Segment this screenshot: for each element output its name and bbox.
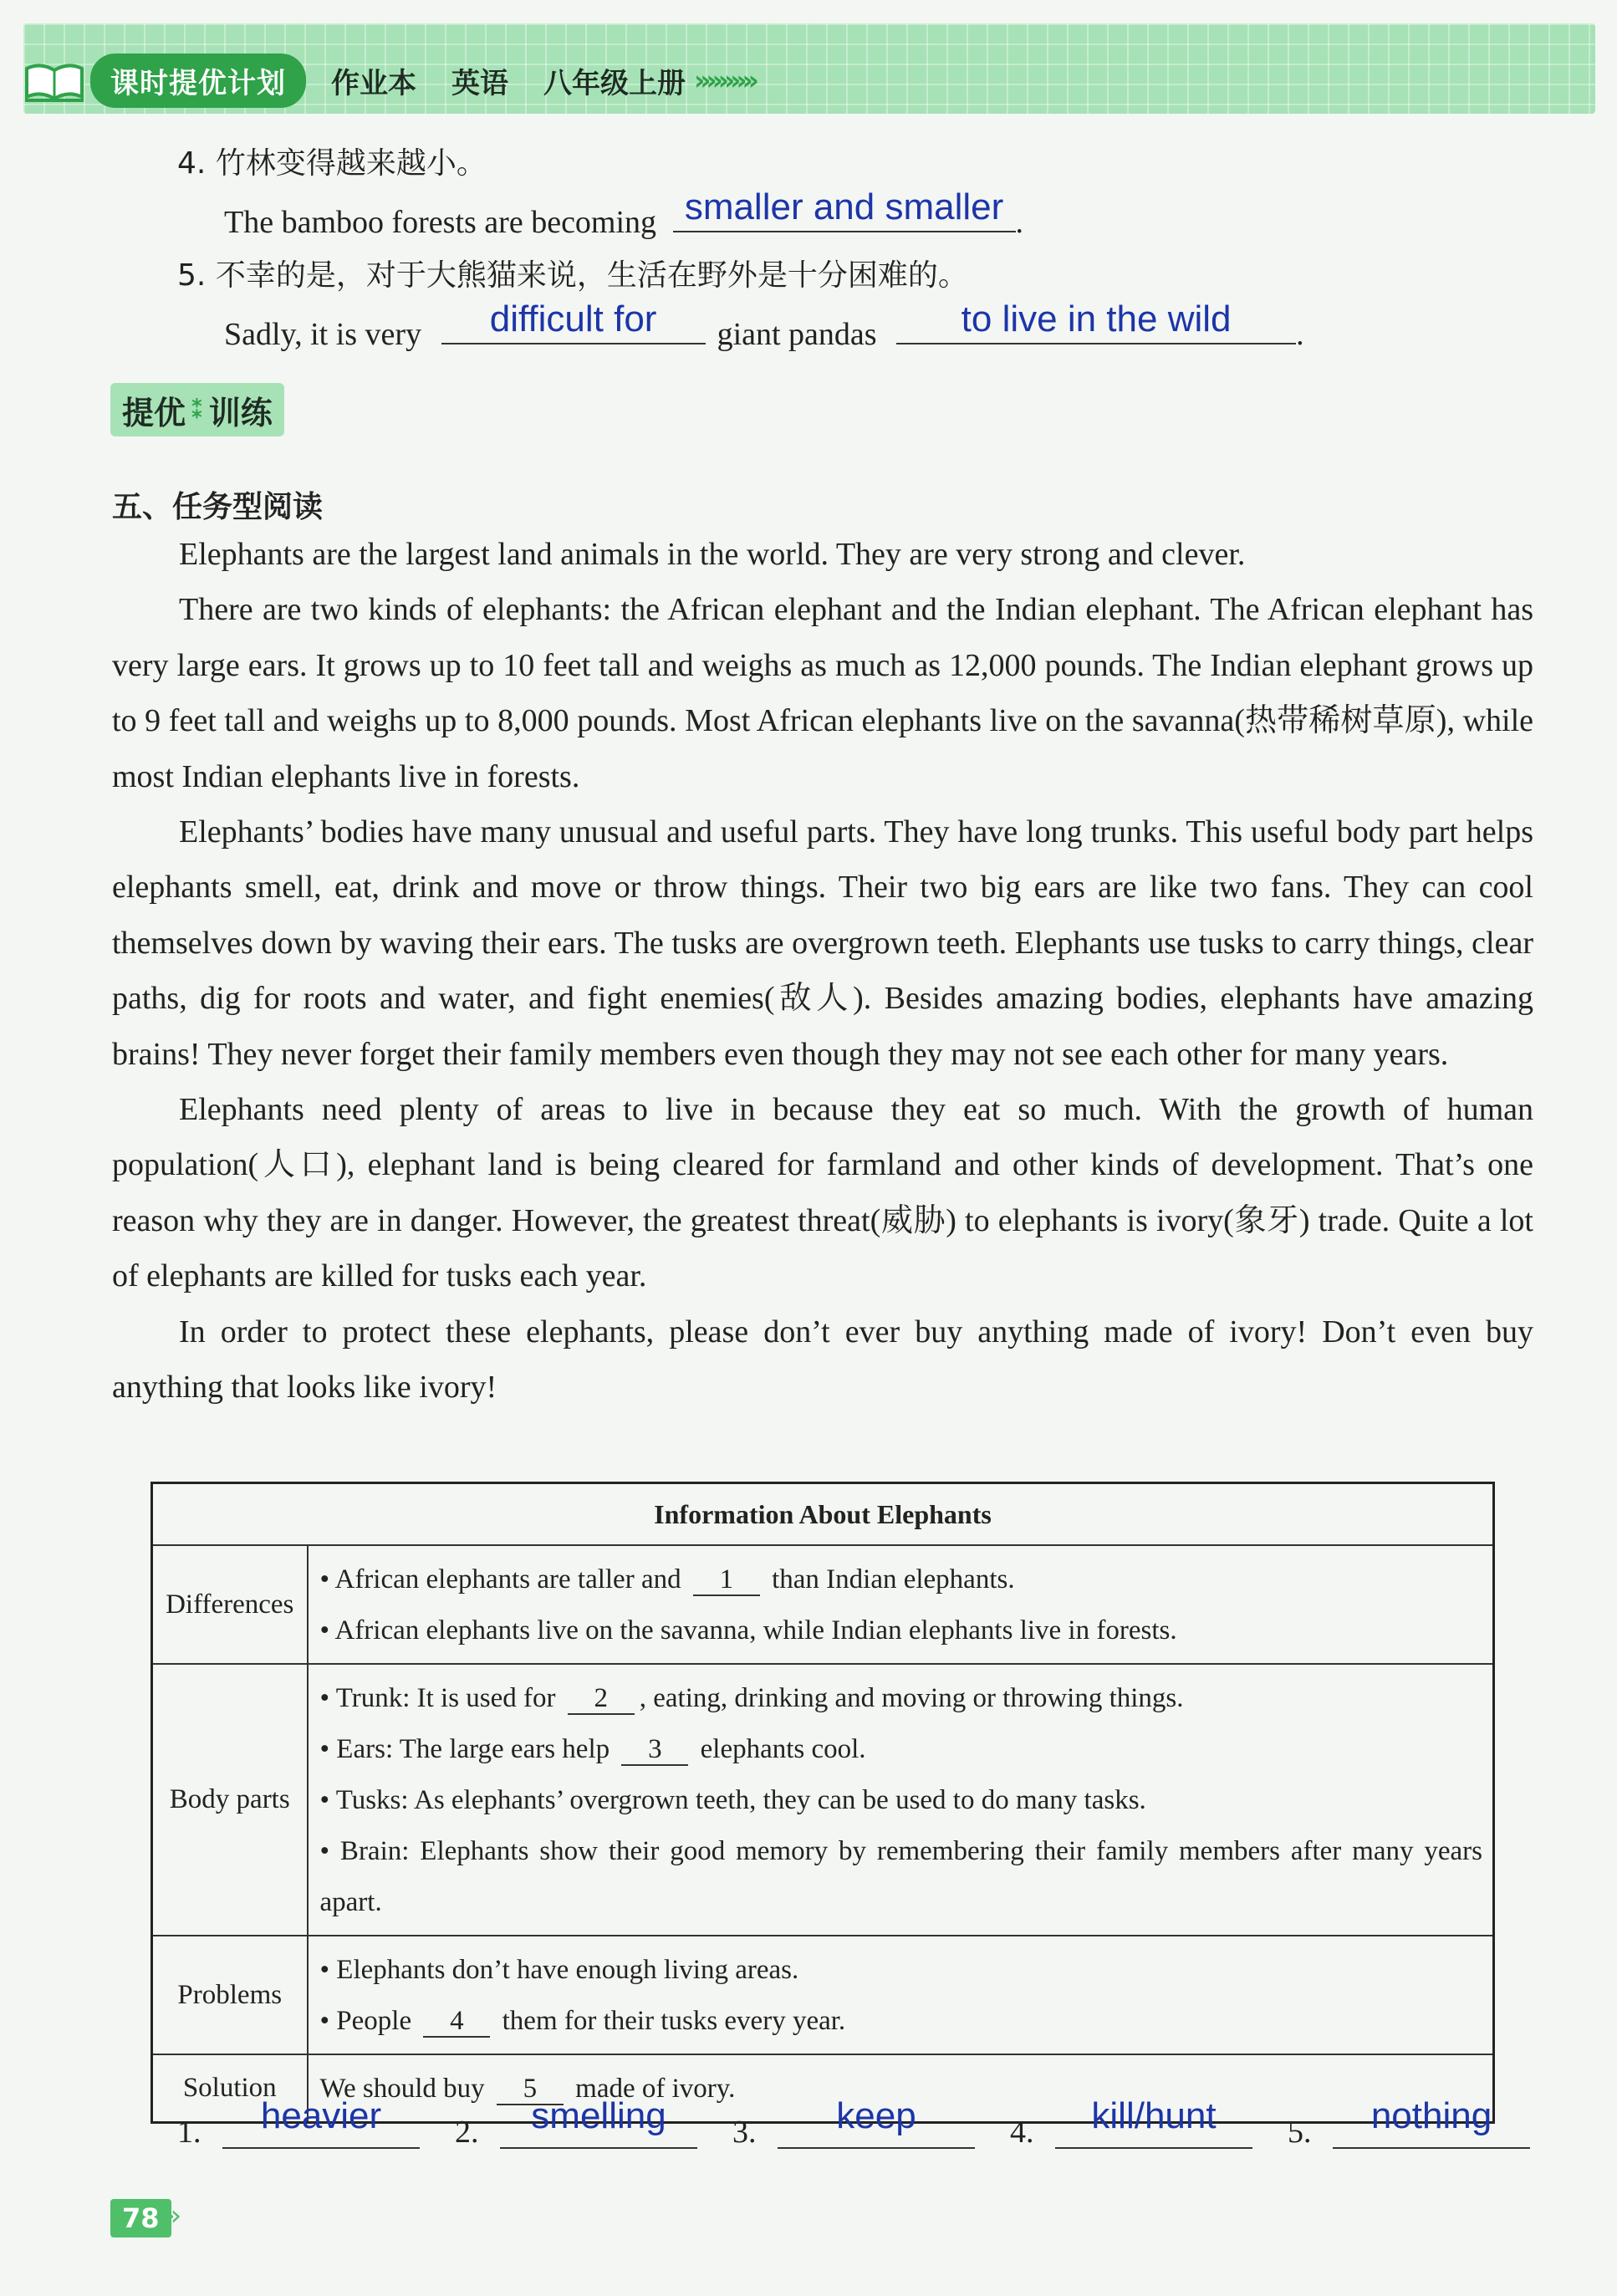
category-cell: Problems	[152, 1936, 308, 2054]
item-text: • African elephants are taller and	[319, 1564, 681, 1594]
items-cell	[308, 1664, 1494, 1936]
page-number: 78	[110, 2199, 171, 2237]
english-suffix: .	[1296, 317, 1304, 352]
table-item: • Brain: Elephants show their good memory by remembering their family members after many years apart.	[319, 1836, 1482, 1917]
item-text: • Trunk: It is used for	[319, 1683, 556, 1713]
passage-paragraph: Elephants are the largest land animals in the world. They are very strong and clever.	[179, 537, 1246, 572]
item-number: 4.	[177, 146, 207, 181]
answer-blank	[500, 2089, 697, 2149]
handwritten-answer: smaller and smaller	[684, 186, 1004, 227]
grade: 八年级上册	[543, 66, 686, 100]
answer-number: 3.	[732, 2115, 757, 2150]
header-info	[331, 60, 789, 101]
section-label-left: 提优	[122, 394, 186, 431]
english-suffix: .	[1015, 205, 1024, 240]
handwritten-answer: to live in the wild	[961, 298, 1232, 339]
numbered-blank: 4	[423, 2006, 490, 2038]
item-text: than Indian elephants.	[772, 1564, 1015, 1594]
handwritten-answer: difficult for	[489, 298, 657, 339]
table-title: Information About Elephants	[152, 1483, 1494, 1546]
open-book-icon	[23, 57, 85, 104]
section-label	[110, 383, 284, 436]
numbered-blank: 2	[568, 1683, 635, 1715]
chevrons-right-icon: ››	[164, 2199, 177, 2232]
table-row-differences	[152, 1545, 1494, 1664]
numbered-blank: 1	[693, 1564, 760, 1596]
chevrons-right-icon: ››››››››››	[694, 64, 754, 96]
chinese-sentence: 不幸的是，对于大熊猫来说，生活在野外是十分困难的。	[215, 258, 968, 293]
category-cell: Solution	[152, 2054, 308, 2123]
answer-blank-1	[441, 298, 706, 344]
item-text: them for their tusks every year.	[502, 2006, 846, 2036]
separator-icon: ⁑	[191, 395, 204, 425]
translation-item-4-english	[224, 186, 1024, 240]
items-cell	[308, 1545, 1494, 1664]
handwritten-answer: smelling	[531, 2095, 666, 2136]
answer-blank	[673, 186, 1016, 232]
answer-blank	[1333, 2089, 1530, 2149]
english-prefix: Sadly, it is very	[224, 317, 422, 352]
translation-item-5-english	[224, 298, 1304, 352]
table-row-problems	[152, 1936, 1494, 2054]
passage-paragraph: Elephants’ bodies have many unusual and useful parts. They have long trunks. This useful body part helps elephants smell, eat, drink and move or throw things. Their two big ears are like two fans. They can cool themselves down by waving their ears. The tusks are overgrown teeth. Elephants use tusks to carry things, clear paths, dig for roots and water, and fight enemies(敌人). Besides amazing bodies, elephants have amazing brains! They never forget their family members even though they may not see each other for many years.	[112, 814, 1533, 1072]
table-item: • Elephants don’t have enough living areas.	[319, 1955, 799, 1985]
english-middle: giant pandas	[717, 317, 877, 352]
subject: 英语	[451, 66, 508, 100]
table-row-body-parts	[152, 1664, 1494, 1936]
answer-blank	[222, 2089, 420, 2149]
task-heading: 五、任务型阅读	[112, 490, 324, 524]
handwritten-answer: keep	[836, 2095, 916, 2136]
answer-row	[177, 2092, 1532, 2151]
table-item: • Tusks: As elephants’ overgrown teeth, they can be used to do many tasks.	[319, 1785, 1146, 1815]
book-type: 作业本	[331, 66, 416, 100]
answer-blank	[1055, 2089, 1252, 2149]
reading-passage	[112, 527, 1533, 1416]
info-table	[150, 1482, 1495, 2124]
answer-blank-2	[896, 298, 1296, 344]
answer-number: 2.	[455, 2115, 479, 2150]
section-label-right: 训练	[208, 394, 273, 431]
series-title: 课时提优计划	[90, 54, 306, 108]
answer-number: 4.	[1010, 2115, 1034, 2150]
item-text: • Ears: The large ears help	[319, 1734, 610, 1764]
translation-item-4-chinese	[177, 146, 487, 181]
header-series	[23, 52, 789, 109]
table-item	[320, 1554, 1483, 1605]
table-item	[320, 1996, 1483, 2047]
chinese-sentence: 竹林变得越来越小。	[215, 146, 487, 181]
category-cell: Body parts	[152, 1664, 308, 1936]
table-item: • African elephants live on the savanna, while Indian elephants live in forests.	[319, 1615, 1177, 1645]
item-text: We should buy	[319, 2074, 485, 2104]
item-text: made of ivory.	[575, 2074, 736, 2104]
table-item	[320, 1724, 1483, 1775]
answer-blank	[778, 2089, 975, 2149]
item-number: 5.	[177, 258, 207, 293]
table-item	[320, 1673, 1483, 1724]
item-text: , eating, drinking and moving or throwing things.	[639, 1683, 1184, 1713]
translation-item-5-chinese	[177, 258, 968, 293]
handwritten-answer: heavier	[260, 2095, 382, 2136]
numbered-blank: 5	[497, 2074, 564, 2105]
items-cell	[308, 1936, 1494, 2054]
answer-number: 5.	[1288, 2115, 1312, 2150]
item-text: elephants cool.	[700, 1734, 866, 1764]
handwritten-answer: nothing	[1370, 2095, 1492, 2136]
answer-number: 1.	[177, 2115, 201, 2150]
passage-paragraph: There are two kinds of elephants: the African elephant and the Indian elephant. The African elephant has very large ears. It grows up to 10 feet tall and weighs as much as 12,000 pounds. The Indian elephant grows up to 9 feet tall and weighs up to 8,000 pounds. Most African elephants live on the savanna(热带稀树草原), while most Indian elephants live in forests.	[112, 592, 1533, 794]
passage-paragraph: In order to protect these elephants, please don’t ever buy anything made of ivory! Don’t even buy anything that looks like ivory!	[112, 1314, 1533, 1406]
passage-paragraph: Elephants need plenty of areas to live in because they eat so much. With the growth of human population(人口), elephant land is being cleared for farmland and other kinds of development. That’s one reason why they are in danger. However, the greatest threat(威胁) to elephants is ivory(象牙) trade. Quite a lot of elephants are killed for tusks each year.	[112, 1092, 1533, 1294]
numbered-blank: 3	[621, 1734, 688, 1766]
english-prefix: The bamboo forests are becoming	[224, 205, 657, 240]
handwritten-answer: kill/hunt	[1091, 2095, 1217, 2136]
item-text: • People	[319, 2006, 412, 2036]
category-cell: Differences	[152, 1545, 308, 1664]
